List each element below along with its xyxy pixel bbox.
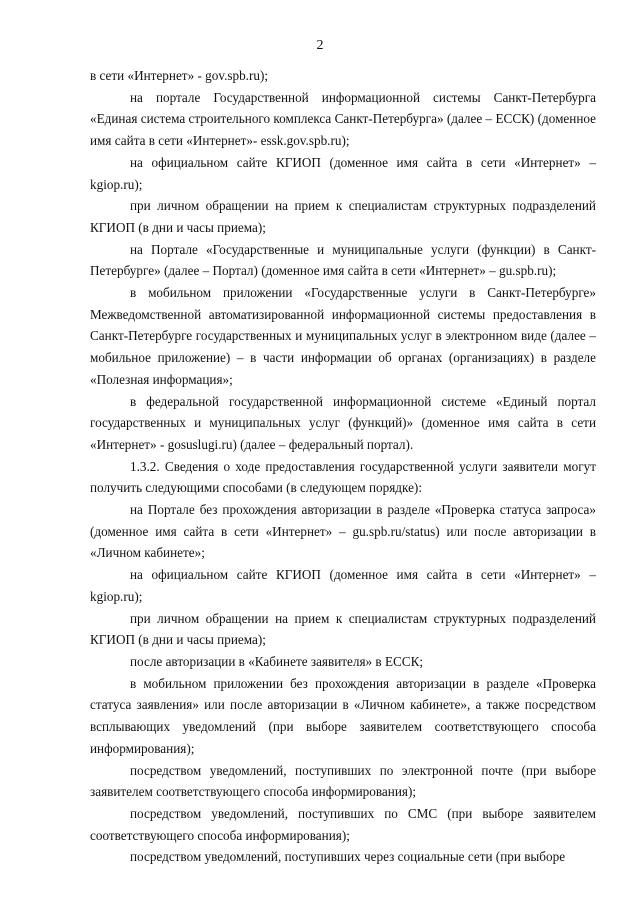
paragraph-kgiop-site: на официальном сайте КГИОП (доменное имя сайта в сети «Интернет» – kgiop.ru); [90,154,596,192]
paragraph-kgiop-site-status: на официальном сайте КГИОП (доменное имя сайта в сети «Интернет» – kgiop.ru); [90,567,596,604]
paragraph-essk-portal: на портале Государственной информационной системы Санкт-Петербурга «Единая система строительного комплекса Санкт-Петербурга» (далее – ЕССК) (доменное имя сайта в сети «Интернет»- essk.gov.spb.ru); [90,89,596,149]
document-body [90,65,596,868]
paragraph-mobile-app: в мобильном приложении «Государственные услуги в Санкт-Петербурге» Межведомственной автоматизированной информационной системы предоставления в Санкт-Петербурге государственных и муниципальных услуг в электронном виде (далее – мобильное приложение) – в части информации об органах (организациях) в разделе «Полезная информация»; [90,285,596,387]
paragraph-email-notifications: посредством уведомлений, поступивших по электронной почте (при выборе заявителем соответствующего способа информирования); [90,762,596,800]
paragraph-personal-visit-status: при личном обращении на прием к специалистам структурных подразделений КГИОП (в дни и часы приема); [90,610,596,648]
page-number: 2 [316,38,324,53]
paragraph-personal-visit: при личном обращении на прием к специалистам структурных подразделений КГИОП (в дни и часы приема); [90,198,596,235]
paragraph-federal-portal: в федеральной государственной информационной системе «Единый портал государственных и муниципальных услуг (функций)» (доменное имя сайта в сети «Интернет» - gosuslugi.ru) (далее – федеральный портал). [90,393,596,452]
paragraph-mobile-app-status: в мобильном приложении без прохождения авторизации в разделе «Проверка статуса заявления» или после авторизации в «Личном кабинете», а также посредством всплывающих уведомлений (при выборе заявителем соответствующего способа информирования); [90,675,596,756]
paragraph-sms-notifications: посредством уведомлений, поступивших по СМС (при выборе заявителем соответствующего способа информирования); [90,805,596,843]
paragraph-gov-spb: в сети «Интернет» - gov.spb.ru); [90,68,269,83]
paragraph-gu-portal: на Портале «Государственные и муниципальные услуги (функции) в Санкт-Петербурге» (далее – Портал) (доменное имя сайта в сети «Интернет» – gu.spb.ru); [90,241,596,279]
paragraph-portal-status: на Портале без прохождения авторизации в разделе «Проверка статуса запроса» (доменное имя сайта в сети «Интернет» – gu.spb.ru/status) или после авторизации в «Личном кабинете»; [90,502,596,561]
paragraph-section-1-3-2: 1.3.2. Сведения о ходе предоставления государственной услуги заявители могут получить следующими способами (в следующем порядке): [90,458,596,496]
paragraph-essk-cabinet: после авторизации в «Кабинете заявителя» в ЕССК; [130,653,424,669]
paragraph-social-notifications: посредством уведомлений, поступивших через социальные сети (при выборе [130,849,566,865]
